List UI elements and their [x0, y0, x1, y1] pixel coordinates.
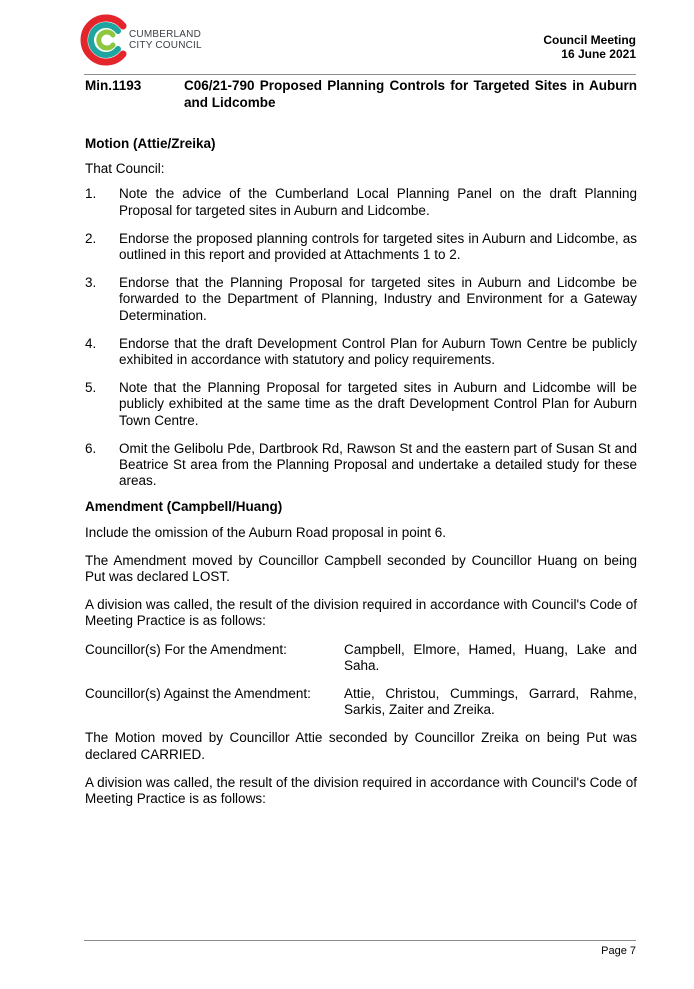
motion-item-number: 6.	[85, 440, 97, 456]
meeting-info	[543, 33, 636, 61]
amendment-result: The Amendment moved by Councillor Campbell seconded by Councillor Huang on being Put was declared LOST.	[85, 552, 637, 585]
document-body	[85, 136, 637, 807]
motion-result: The Motion moved by Councillor Attie seconded by Councillor Zreika on being Put was declared CARRIED.	[85, 730, 637, 762]
motion-item-number: 2.	[85, 230, 97, 246]
amendment-division: A division was called, the result of the division required in accordance with Council's Code of Meeting Practice is as follows:	[85, 597, 637, 629]
motion-heading: Motion (Attie/Zreika)	[85, 136, 216, 151]
page-number: Page 7	[601, 945, 636, 957]
vote-for-label: Councillor(s) For the Amendment:	[85, 641, 287, 657]
motion-item-text: Endorse that the Planning Proposal for targeted sites in Auburn and Lidcombe be forwarded to the Department of Planning, Industry and Environment for a Gateway Determination.	[119, 275, 637, 323]
motion-item-number: 4.	[85, 335, 97, 351]
motion-item	[85, 231, 637, 263]
vote-against-names: Attie, Christou, Cummings, Garrard, Rahme, Sarkis, Zaiter and Zreika.	[344, 686, 637, 718]
motion-item-text: Note the advice of the Cumberland Local Planning Panel on the draft Planning Proposal for targeted sites in Auburn and Lidcombe.	[119, 186, 637, 218]
logo-line-1: CUMBERLAND	[129, 29, 202, 40]
motion-item	[85, 186, 637, 218]
meeting-title: Council Meeting	[543, 33, 636, 47]
council-logo-mark-icon	[80, 14, 132, 66]
motion-item-number: 3.	[85, 275, 97, 291]
logo-line-2: CITY COUNCIL	[129, 40, 202, 51]
motion-item-text: Omit the Gelibolu Pde, Dartbrook Rd, Rawson St and the eastern part of Susan St and Beatrice St area from the Planning Proposal and undertake a detailed study for these areas.	[119, 440, 637, 489]
amendment-vote-against	[85, 686, 637, 718]
amendment-text: Include the omission of the Auburn Road proposal in point 6.	[85, 524, 446, 540]
motion-item	[85, 275, 637, 324]
amendment-vote-for	[85, 642, 637, 674]
motion-division: A division was called, the result of the division required in accordance with Council's Code of Meeting Practice is as follows:	[85, 774, 637, 807]
minute-title: C06/21-790 Proposed Planning Controls for Targeted Sites in Auburn and Lidcombe	[184, 78, 637, 110]
logo-wordmark	[129, 29, 202, 51]
amendment-heading: Amendment (Campbell/Huang)	[85, 499, 283, 515]
motion-item-text: Endorse that the draft Development Control Plan for Auburn Town Centre be publicly exhibited in accordance with statutory and policy requirements.	[119, 335, 637, 368]
vote-against-label: Councillor(s) Against the Amendment:	[85, 686, 311, 702]
meeting-date: 16 June 2021	[561, 47, 636, 61]
motion-item	[85, 336, 637, 368]
motion-intro: That Council:	[85, 161, 165, 177]
motion-item-number: 1.	[85, 186, 97, 202]
header-divider	[84, 74, 636, 75]
motion-item-text: Note that the Planning Proposal for targeted sites in Auburn and Lidcombe will be publicly exhibited at the same time as the draft Development Control Plan for Auburn Town Centre.	[119, 380, 637, 428]
motion-item-text: Endorse the proposed planning controls for targeted sites in Auburn and Lidcombe, as outlined in this report and provided at Attachments 1 to 2.	[119, 230, 637, 263]
minute-number: Min.1193	[85, 78, 142, 93]
motion-item-number: 5.	[85, 380, 97, 396]
motion-item	[85, 380, 637, 429]
footer-divider	[84, 940, 636, 941]
motion-item	[85, 441, 637, 490]
vote-for-names: Campbell, Elmore, Hamed, Huang, Lake and Saha.	[344, 641, 637, 673]
